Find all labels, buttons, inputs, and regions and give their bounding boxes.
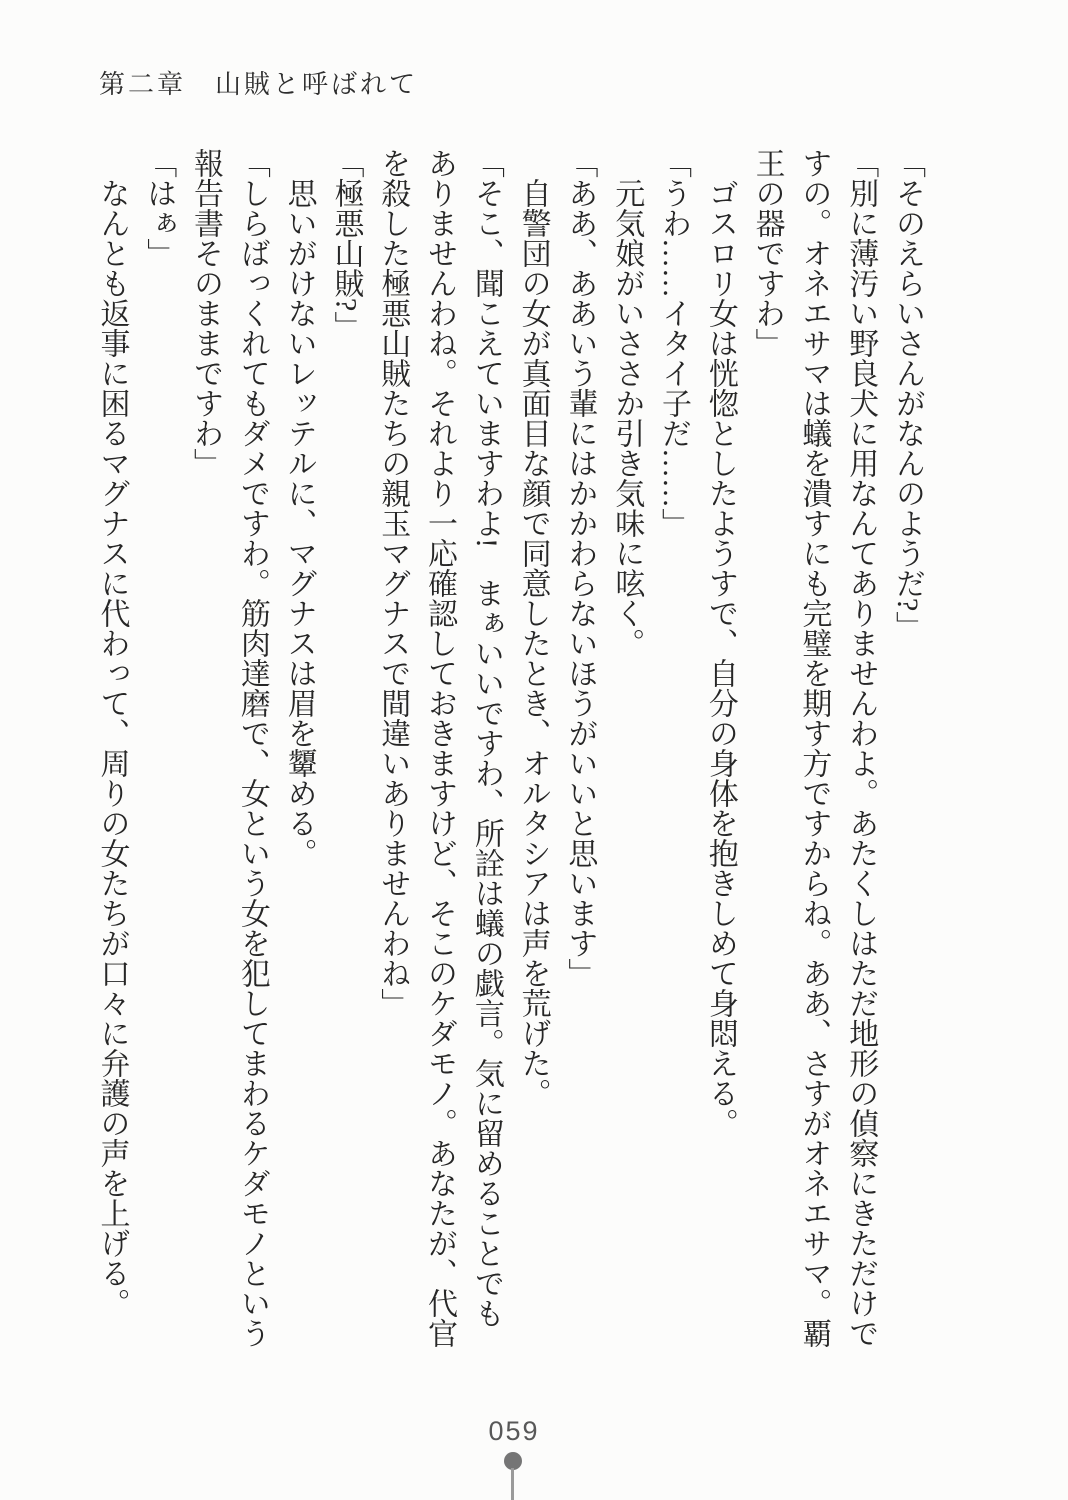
text-line-13: 「極悪山賊?」: [329, 148, 363, 342]
text-line-12: を殺した極悪山賊たちの親玉マグナスで間違いありませんわね」: [376, 148, 410, 1018]
text-line-7: 元気娘がいささか引き気味に呟く。: [610, 178, 644, 658]
text-line-16: 報告書そのままですわ」: [189, 148, 223, 478]
text-line-9: 自警団の女が真面目な顔で同意したとき、オルタシアは声を荒げた。: [516, 178, 550, 1108]
text-line-5: ゴスロリ女は恍惚としたようすで、自分の身体を抱きしめて身悶える。: [703, 178, 737, 1138]
text-line-2: 「別に薄汚い野良犬に用なんてありませんわよ。あたくしはただ地形の偵察にきただけで: [844, 148, 878, 1348]
text-line-10: 「そこ、聞こえていますわよ! まぁいいですわ、所詮は蟻の戯言。気に留めることでも: [469, 148, 503, 1328]
text-line-1: 「そのえらいさんがなんのようだ?」: [891, 148, 924, 642]
text-line-14: 思いがけないレッテルに、マグナスは眉を顰める。: [282, 178, 316, 868]
text-line-11: ありませんわね。それより一応確認しておきますけど、そこのケダモノ。あなたが、代官: [423, 148, 457, 1348]
text-line-18: なんとも返事に困るマグナスに代わって、周りの女たちが口々に弁護の声を上げる。: [95, 178, 129, 1318]
text-line-8: 「ああ、ああいう輩にはかかわらないほうがいいと思います」: [563, 148, 597, 988]
text-line-6: 「うわ……イタイ子だ……」: [657, 148, 691, 538]
text-line-4: 王の器ですわ」: [750, 148, 784, 358]
text-line-3: すの。オネエサマは蟻を潰すにも完璧を期す方ですからね。ああ、さすがオネエサマ。覇: [797, 148, 831, 1348]
footer-ornament-line: [511, 1468, 514, 1500]
chapter-header: 第二章 山賊と呼ばれて: [99, 70, 419, 99]
page-number: 059: [488, 1416, 540, 1446]
text-line-17: 「はぁ」: [142, 148, 176, 268]
body-text: [86, 148, 930, 1350]
text-line-15: 「しらばっくれてもダメですわ。筋肉達磨で、女という女を犯してまわるケダモノという: [235, 148, 269, 1348]
